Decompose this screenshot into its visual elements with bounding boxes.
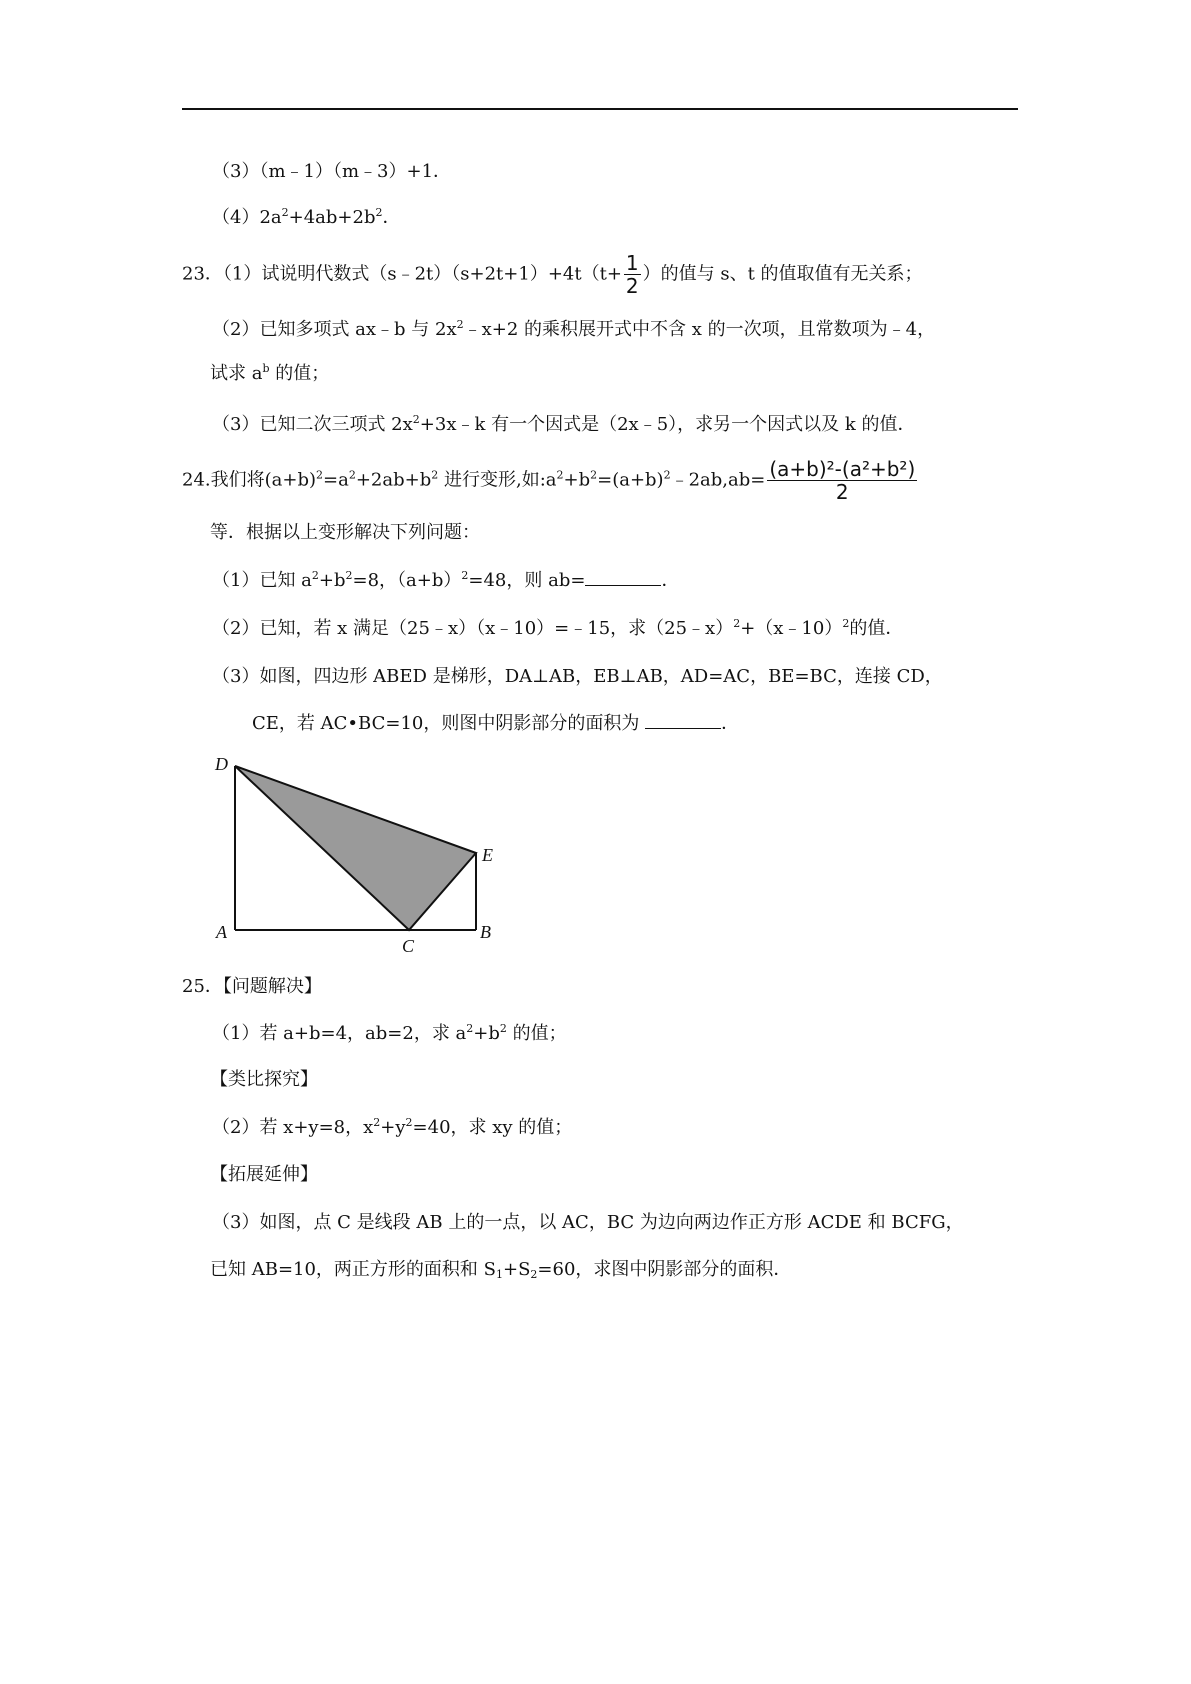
text: 【类比探究】: [210, 1069, 318, 1090]
text: （2）已知，若 x 满足（25﹣x）（x﹣10）=﹣15，求（25﹣x）: [212, 618, 734, 639]
superscript: 2: [412, 413, 420, 426]
superscript: 2: [461, 569, 469, 582]
superscript: b: [262, 362, 270, 375]
superscript: 2: [663, 468, 671, 482]
answer-blank: [645, 712, 721, 729]
superscript: 2: [842, 617, 850, 630]
text: （3）已知二次三项式 2x: [212, 414, 413, 435]
q25-part-1: [212, 1022, 567, 1046]
label-c: C: [402, 936, 415, 956]
fraction-half: [624, 252, 641, 297]
text: +3x﹣k 有一个因式是（2x﹣5），求另一个因式以及 k 的值．: [419, 414, 916, 435]
text: +b: [563, 469, 591, 491]
text: 等．根据以上变形解决下列问题：: [210, 522, 480, 543]
q24-part-3-cont: [252, 712, 739, 736]
q22-item-4: [212, 206, 401, 230]
text: ．: [382, 207, 401, 228]
text: 23．（1）试说明代数式（s﹣2t）（s+2t+1）+4t（t+: [182, 263, 622, 285]
text: （2）已知多项式 ax﹣b 与 2x: [212, 319, 457, 340]
superscript: 2: [499, 1022, 507, 1035]
q24-part-3: [212, 665, 943, 689]
text: （2）若 x+y=8，x: [212, 1117, 374, 1138]
q23-part-2-cont: [210, 362, 329, 386]
superscript: 2: [590, 468, 598, 482]
superscript: 2: [466, 1022, 474, 1035]
text: =a: [323, 469, 349, 491]
text: +y: [380, 1117, 406, 1138]
label-e: E: [482, 845, 493, 865]
q24-part-2: [212, 617, 903, 641]
text: =48，则 ab=: [468, 570, 586, 591]
answer-blank: [585, 569, 661, 586]
text: ﹣2ab,ab=: [670, 469, 766, 491]
text: 的值；: [506, 1023, 567, 1044]
text: =40，求 xy 的值；: [412, 1117, 573, 1138]
fraction-numerator: 1: [625, 251, 639, 275]
text: +4ab+2b: [288, 207, 376, 228]
q25-heading: [182, 975, 322, 999]
header-rule: [182, 108, 1018, 110]
text: 试求 a: [210, 363, 263, 384]
text: 已知 AB=10，两正方形的面积和 S: [210, 1259, 496, 1280]
superscript: 2: [405, 1116, 413, 1129]
text: （1）若 a+b=4，ab=2，求 a: [212, 1023, 467, 1044]
text: CE，若 AC•BC=10，则图中阴影部分的面积为: [252, 713, 646, 734]
text: +S: [503, 1259, 531, 1280]
q25-section-extension: [210, 1163, 318, 1187]
text: +b: [473, 1023, 500, 1044]
superscript: 2: [375, 206, 383, 219]
text: 进行变形,如:a: [438, 469, 557, 491]
superscript: 2: [431, 468, 439, 482]
trapezoid-figure: [210, 748, 510, 958]
q24-intro: [182, 458, 919, 503]
text: （1）已知 a: [212, 570, 312, 591]
text: （3）如图，四边形 ABED 是梯形，DA⊥AB，EB⊥AB，AD=AC，BE=BC，连接 CD，: [212, 666, 943, 687]
text: =60，求图中阴影部分的面积．: [537, 1259, 792, 1280]
label-d: D: [215, 754, 228, 774]
superscript: 2: [733, 617, 741, 630]
shaded-triangle: [235, 766, 476, 930]
fraction-denominator: 2: [625, 274, 639, 298]
text: ﹣x+2 的乘积展开式中不含 x 的一次项，且常数项为﹣4，: [463, 319, 936, 340]
q25-part-3-cont: [210, 1258, 791, 1282]
text: +2ab+b: [355, 469, 432, 491]
q22-item-3: [212, 160, 451, 184]
text: （3）（m﹣1）（m﹣3）+1．: [212, 161, 452, 182]
q24-intro-cont: [210, 521, 480, 545]
superscript: 2: [456, 318, 464, 331]
text: +（x﹣10）: [740, 618, 843, 639]
superscript: 2: [556, 468, 564, 482]
q25-part-3: [212, 1211, 964, 1235]
label-a: A: [216, 922, 227, 942]
text: +b: [318, 570, 346, 591]
superscript: 2: [316, 468, 324, 482]
text: 24.我们将(a+b): [182, 469, 317, 491]
q24-part-1: [212, 569, 679, 593]
text: （3）如图，点 C 是线段 AB 上的一点，以 AC，BC 为边向两边作正方形 ACDE 和 BCFG，: [212, 1212, 964, 1233]
text: 【拓展延伸】: [210, 1164, 318, 1185]
text: 的值；: [269, 363, 330, 384]
text: ）的值与 s、t 的值取值有无关系；: [642, 263, 923, 285]
q25-section-analogy: [210, 1068, 318, 1092]
text: 25．【问题解决】: [182, 976, 322, 997]
fraction-ab: [767, 458, 917, 503]
q23-part-2: [212, 318, 935, 342]
q23-part-1: [182, 252, 923, 297]
text: ．: [661, 570, 680, 591]
q25-part-2: [212, 1116, 572, 1140]
label-b: B: [480, 922, 491, 942]
superscript: 2: [345, 569, 353, 582]
fraction-denominator: 2: [835, 480, 849, 504]
text: =8，（a+b）: [352, 570, 462, 591]
q23-part-3: [212, 413, 916, 437]
superscript: 2: [281, 206, 289, 219]
superscript: 2: [311, 569, 319, 582]
text: 的值．: [849, 618, 904, 639]
text: =(a+b): [597, 469, 664, 491]
subscript: 1: [496, 1268, 503, 1281]
superscript: 2: [348, 468, 356, 482]
superscript: 2: [373, 1116, 381, 1129]
fraction-numerator: (a+b)²-(a²+b²): [769, 457, 916, 481]
subscript: 2: [530, 1268, 538, 1281]
text: （4）2a: [212, 207, 282, 228]
text: ．: [721, 713, 740, 734]
